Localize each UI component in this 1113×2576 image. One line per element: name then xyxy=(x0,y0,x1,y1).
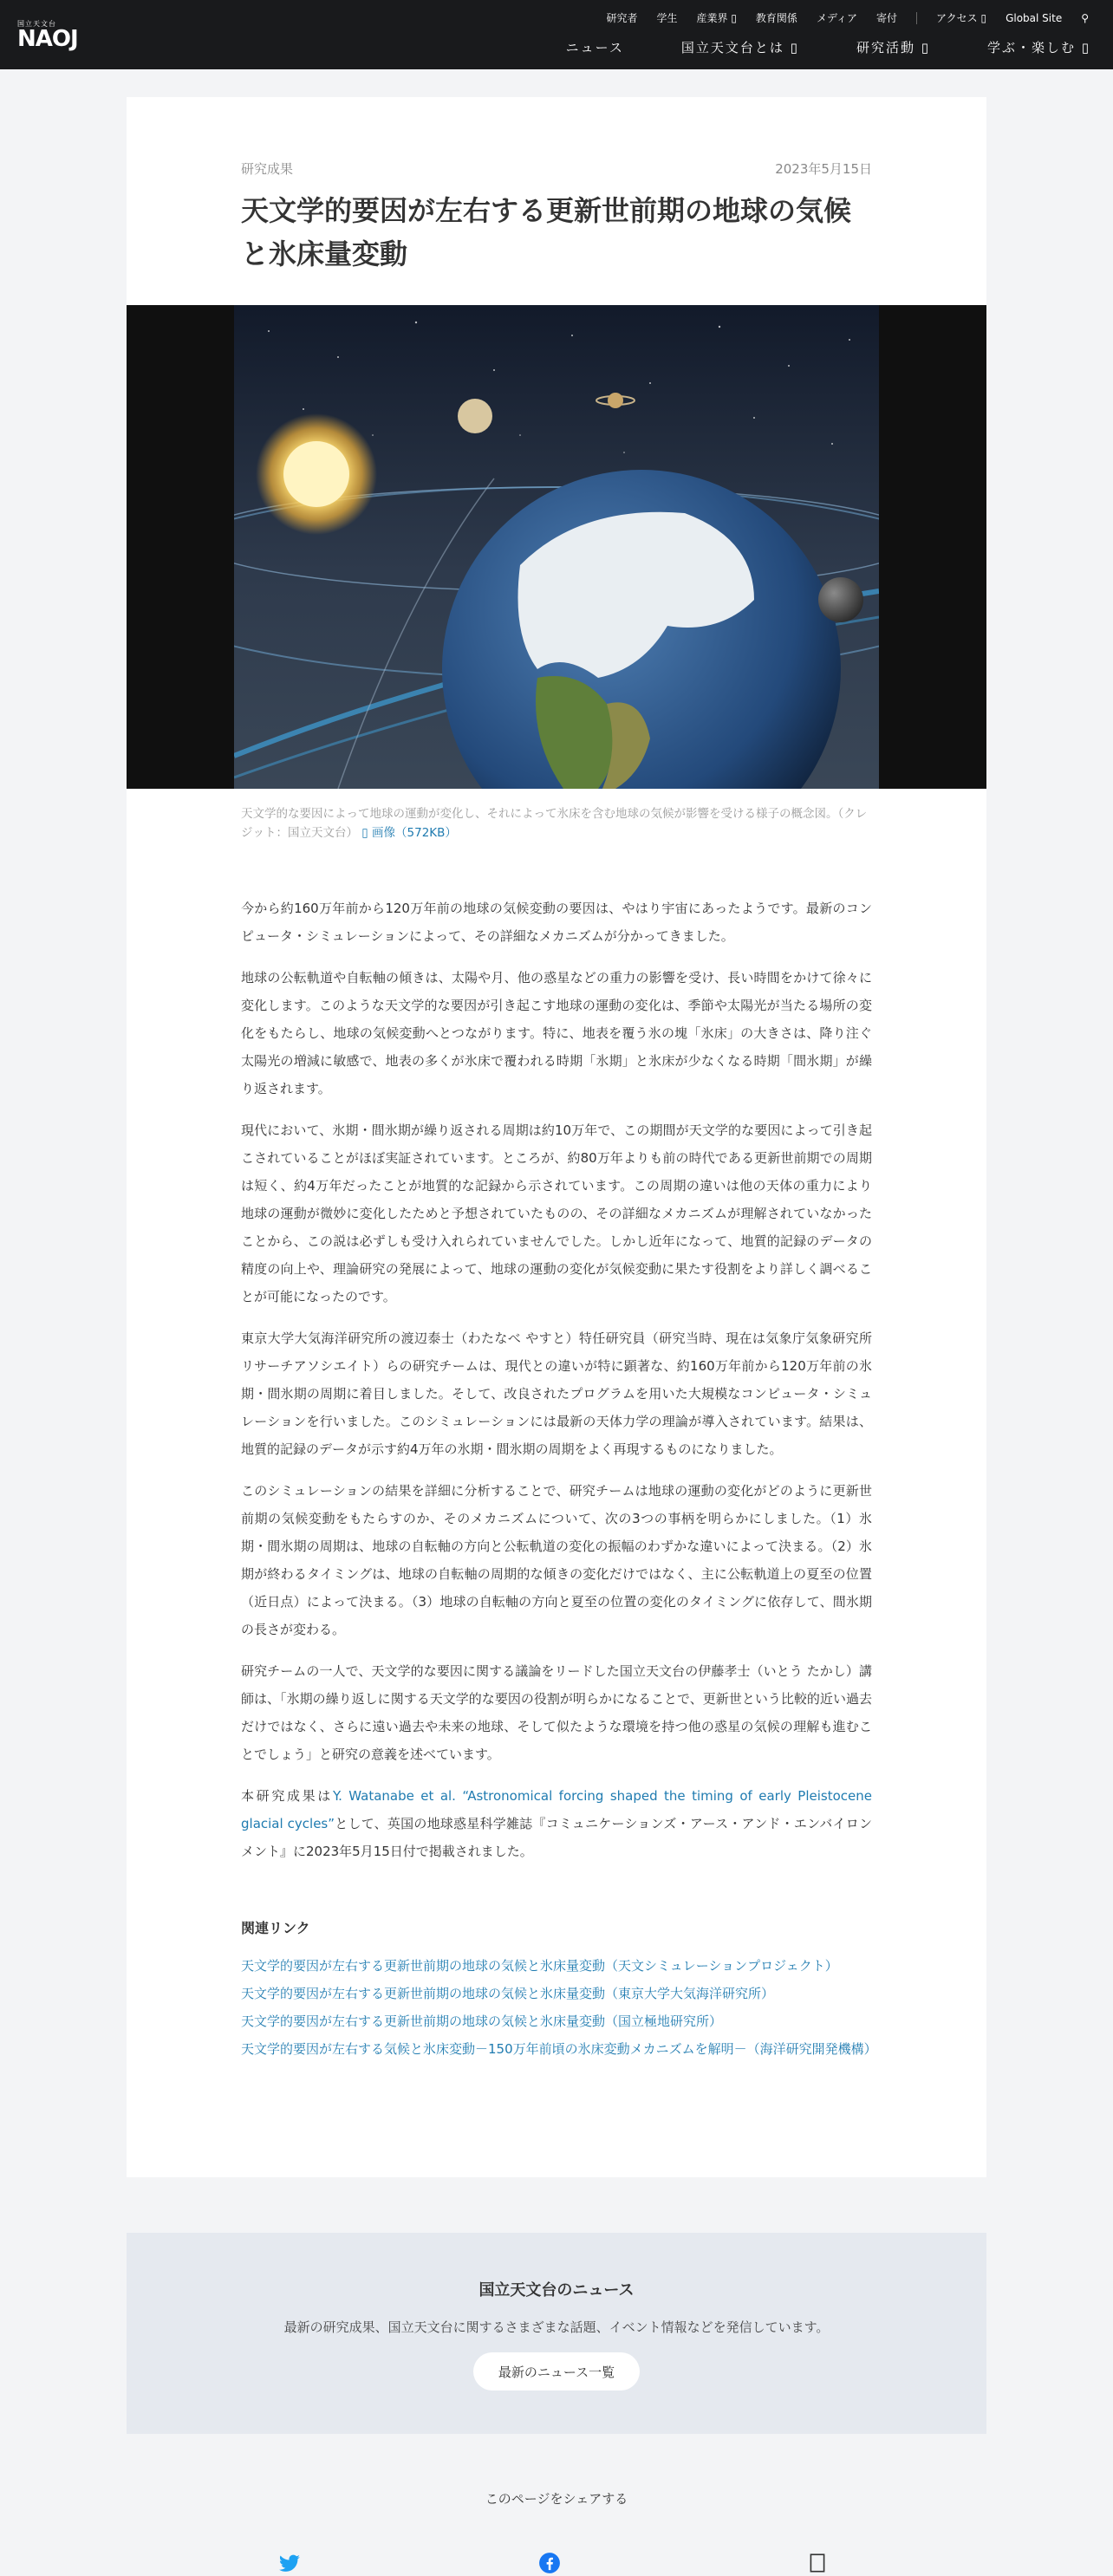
hero-image-frame xyxy=(127,305,986,789)
logo-text: NAOJ xyxy=(17,26,78,52)
related-links-heading: 関連リンク xyxy=(241,1920,310,1936)
article-paragraph: 今から約160万年前から120万年前の地球の気候変動の要因は、やはり宇宙にあったようです。最新のコンピュータ・シミュレーションによって、その詳細なメカニズムが分かってきました。 xyxy=(241,901,872,944)
article-paragraph: 研究チームの一人で、天文学的な要因に関する議論をリードした国立天文台の伊藤孝士（いとう たかし）講師は、「氷期の繰り返しに関する天文学的な要因の役割が明らかになることで、更新世という比較的近い過去だけではなく、さらに遠い過去や未来の地球、そして似たような環境を持つ他の惑星の気候の理解も進むことでしょう」と研究の意義を述べています。 xyxy=(241,1663,872,1762)
main-nav-news[interactable]: ニュース xyxy=(565,40,624,55)
hero-caption xyxy=(241,804,872,842)
article-date: 2023年5月15日 xyxy=(775,161,872,177)
share-label: このページをシェアする xyxy=(485,2491,628,2507)
article-body xyxy=(241,894,872,1879)
article-category: 研究成果 xyxy=(241,161,294,177)
logo-subtitle: 国立天文台 xyxy=(17,20,56,28)
line-icon[interactable] xyxy=(806,2552,829,2574)
top-nav-researchers[interactable]: 研究者 xyxy=(606,12,638,24)
search-icon[interactable]: ⚲ xyxy=(1081,11,1089,24)
top-nav-access[interactable]: アクセス ▯ xyxy=(936,12,987,24)
hero-image[interactable] xyxy=(234,305,879,789)
news-box-description: 最新の研究成果、国立天文台に関するさまざまな話題、イベント情報などを発信しています。 xyxy=(283,2319,830,2335)
publication-paragraph xyxy=(241,1782,872,1865)
top-nav-donation[interactable]: 寄付 xyxy=(875,12,897,24)
related-link[interactable]: 天文学的要因が左右する更新世前期の地球の気候と氷床量変動（国立極地研究所） xyxy=(241,2013,723,2029)
site-header xyxy=(0,0,1113,69)
main-nav-learn[interactable]: 学ぶ・楽しむ ▯ xyxy=(986,40,1090,55)
main-nav-about[interactable]: 国立天文台とは ▯ xyxy=(680,40,799,55)
article-card xyxy=(127,97,986,2177)
top-nav-global-site[interactable]: Global Site xyxy=(1006,11,1063,24)
caption-image-link[interactable]: ▯ 画像（572KB） xyxy=(361,826,457,840)
earth-orbit-illustration xyxy=(234,305,879,789)
article-paragraph: 東京大学大気海洋研究所の渡辺泰士（わたなべ やすと）特任研究員（研究当時、現在は気象庁気象研究所 リサーチアソシエイト）らの研究チームは、現代との違いが特に顕著な、約160万年前から120万年前の氷期・間氷期の周期に着目しました。そして、改良されたプログラムを用いた大規模なコンピュータ・シミュレーションを行いました。このシミュレーションには最新の天体力学の理論が導入されています。結果は、地質的記録のデータが示す約4万年の氷期・間氷期の周期をよく再現するものになりました。 xyxy=(241,1330,872,1457)
publication-link[interactable]: Y. Watanabe et al. “Astronomical forcing shaped the timing of early Pleistocene glacial cycles” xyxy=(241,1788,872,1831)
main-nav xyxy=(509,38,1090,56)
related-link[interactable]: 天文学的要因が左右する更新世前期の地球の気候と氷床量変動（東京大学大気海洋研究所） xyxy=(241,1986,775,2001)
naoj-logo[interactable] xyxy=(17,19,94,50)
twitter-icon[interactable] xyxy=(278,2552,301,2574)
article-paragraph: 地球の公転軌道や自転軸の傾きは、太陽や月、他の惑星などの重力の影響を受け、長い時間をかけて徐々に変化します。このような天文学的な要因が引き起こす地球の運動の変化は、季節や太陽光が当たる場所の変化をもたらし、地球の気候変動へとつながります。特に、地表を覆う氷の塊「氷床」の大きさは、降り注ぐ太陽光の増減に敏感で、地表の多くが氷床で覆われる時期「氷期」と氷床が少なくなる時期「間氷期」が繰り返されます。 xyxy=(241,970,872,1096)
top-nav-media[interactable]: メディア xyxy=(816,12,857,24)
naoj-news-box xyxy=(127,2233,986,2434)
news-box-title: 国立天文台のニュース xyxy=(478,2281,635,2300)
top-nav-students[interactable]: 学生 xyxy=(656,12,678,24)
top-nav-industry[interactable]: 産業界 ▯ xyxy=(696,12,737,24)
publication-pre: 本研究成果は xyxy=(241,1788,333,1804)
article-paragraph: 現代において、氷期・間氷期が繰り返される周期は約10万年で、この期間が天文学的な要因によって引き起こされていることがほぼ実証されています。ところが、約80万年よりも前の時代である更新世前期での周期は短く、約4万年だったことが地質的な記録から示されています。この周期の違いは他の天体の重力により地球の運動が微妙に変化したためと予想されていたものの、その詳細なメカニズムが理解されていなかったことから、この説は必ずしも受け入れられていませんでした。しかし近年になって、地質的記録のデータの精度の向上や、理論研究の発展によって、地球の運動の変化が気候変動に果たす役割をより詳しく調べることが可能になったのです。 xyxy=(241,1122,872,1304)
top-nav xyxy=(587,10,1089,25)
article-title: 天文学的要因が左右する更新世前期の地球の気候と氷床量変動 xyxy=(241,194,852,270)
publication-post: として、英国の地球惑星科学雑誌『コミュニケーションズ・アース・アンド・エンバイロンメント』に2023年5月15日付で掲載されました。 xyxy=(241,1816,872,1859)
related-links-list xyxy=(241,1952,877,2063)
article-paragraph: このシミュレーションの結果を詳細に分析することで、研究チームは地球の運動の変化がどのように更新世前期の気候変動をもたらすのか、そのメカニズムについて、次の3つの事柄を明らかにしました。（1）氷期・間氷期の周期は、地球の自転軸の方向と公転軌道の変化の振幅のわずかな違いによって決まる。（2）氷期が終わるタイミングは、地球の自転軸の周期的な傾きの変化だけではなく、主に公転軌道上の夏至の位置（近日点）によって決まる。（3）地球の自転軸の方向と夏至の位置の変化のタイミングに依存して、間氷期の長さが変わる。 xyxy=(241,1483,872,1637)
latest-news-button[interactable]: 最新のニュース一覧 xyxy=(473,2352,640,2391)
related-link[interactable]: 天文学的要因が左右する更新世前期の地球の気候と氷床量変動（天文シミュレーションプロジェクト） xyxy=(241,1958,838,1974)
caption-text: 天文学的な要因によって地球の運動が変化し、それによって氷床を含む地球の気候が影響を受ける様子の概念図。（クレジット：国立天文台） xyxy=(241,807,868,840)
top-nav-divider xyxy=(916,12,917,24)
top-nav-education[interactable]: 教育関係 xyxy=(755,12,797,24)
facebook-icon[interactable] xyxy=(538,2552,561,2574)
related-link[interactable]: 天文学的要因が左右する気候と氷床変動－150万年前頃の氷床変動メカニズムを解明－（海洋研究開発機構） xyxy=(241,2041,877,2057)
main-nav-research[interactable]: 研究活動 ▯ xyxy=(856,40,930,55)
